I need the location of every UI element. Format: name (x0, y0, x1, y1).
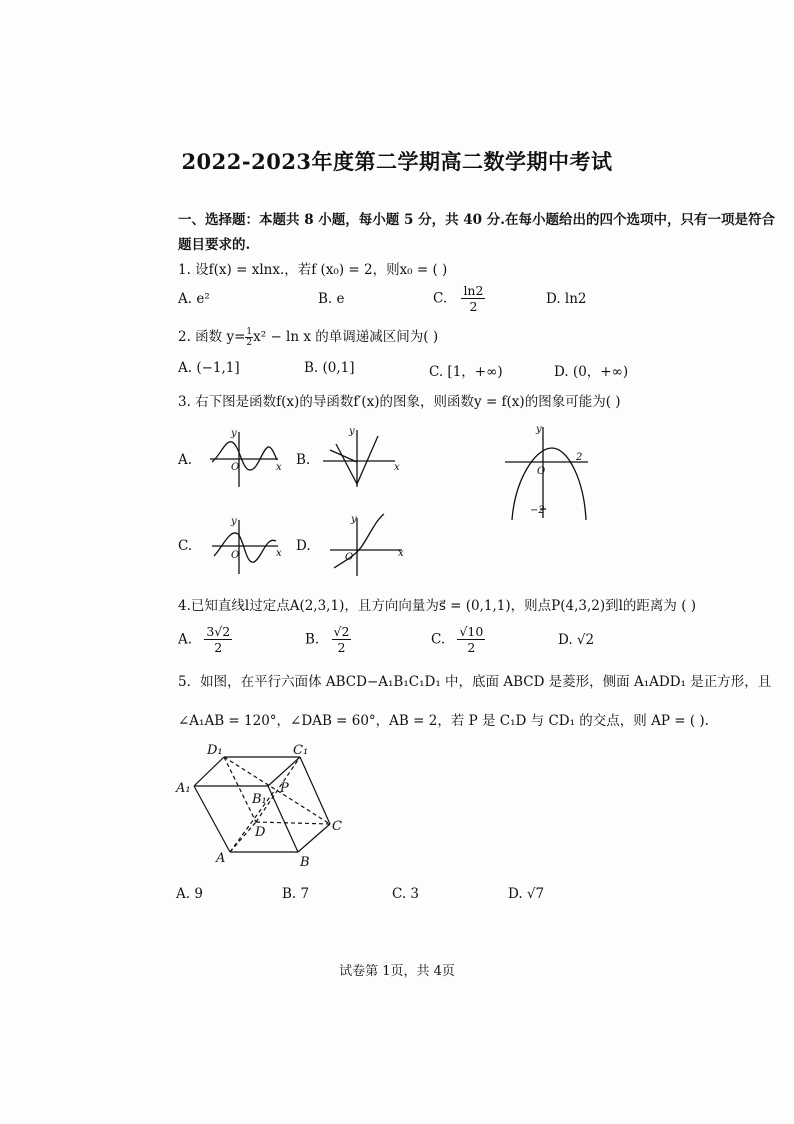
q5-stem-line2: ∠A₁AB = 120°，∠DAB = 60°，AB = 2，若 P 是 C₁D 与 CD₁ 的交点，则 AP = ( ). (178, 713, 709, 729)
q5-stem-line1: 5．如图，在平行六面体 ABCD−A₁B₁C₁D₁ 中，底面 ABCD 是菱形，侧面 A₁ADD₁ 是正方形，且 (178, 674, 772, 690)
q5-option-d: D. √7 (508, 886, 545, 902)
q3-stem: 3. 右下图是函数f(x)的导函数f′(x)的图象，则函数y = f(x)的图象可能为( ) (178, 394, 621, 410)
q3-d-curve (334, 514, 384, 568)
q3-b-x-label: x (394, 462, 400, 473)
q1-option-c-den: 2 (469, 299, 478, 314)
q3-ref-tick-2: 2 (576, 452, 583, 463)
q1-option-b: B. e (318, 291, 345, 307)
q5-option-b: B. 7 (282, 886, 310, 902)
q5-diag-dc1 (256, 757, 300, 822)
q1-option-c-label: C. (433, 290, 448, 307)
q5-label-a: A (216, 851, 226, 866)
q4-option-d: D. √2 (558, 632, 595, 648)
q4-option-a-label: A. (178, 631, 193, 648)
q3-a-curve (212, 442, 277, 470)
q4-option-a-den: 2 (214, 640, 223, 655)
q3-ref-origin: O (537, 466, 546, 477)
q3-derivative-area (480, 420, 600, 530)
q4-option-c-frac (457, 624, 485, 655)
q4-option-a (178, 624, 232, 655)
q1-option-d: D. ln2 (546, 291, 587, 307)
q3-ref-tick-neg2-label: −2 (530, 505, 545, 516)
q5-label-c: C (332, 819, 342, 834)
q3-a-y-label: y (231, 428, 237, 439)
q4-option-c-den: 2 (467, 640, 476, 655)
q2-frac-num: 1 (246, 327, 253, 337)
section-heading-line2: 题目要求的. (178, 237, 251, 253)
q2-stem-pre: 2. 函数 y= (178, 329, 246, 345)
q4-stem: 4.已知直线l过定点A(2,3,1)，且方向向量为s⃗ = (0,1,1)，则点P(4,3,2)到l的距离为 ( ) (178, 598, 697, 614)
q3-ref-y-label: y (536, 424, 542, 435)
q5-edge-d1d (224, 757, 256, 822)
q5-label-b: B (300, 855, 310, 870)
q2-stem-post: x² − ln x 的单调递减区间为( ) (253, 329, 439, 345)
q2-option-c: C. [1，+∞) (429, 364, 503, 380)
q4-option-c-label: C. (431, 631, 446, 648)
q3-option-d-label: D. (296, 538, 311, 554)
q3-b-curve-2 (330, 450, 357, 462)
q2-frac-den: 2 (246, 338, 253, 348)
q2-option-a: A. (−1,1] (178, 360, 240, 376)
q5-option-a: A. 9 (176, 886, 203, 902)
q5-label-d: D (255, 825, 266, 840)
q1-option-a: A. e² (178, 291, 210, 307)
q3-option-c-label: C. (178, 538, 193, 554)
q5-edge-bc (298, 824, 330, 852)
q1-option-c-num: ln2 (463, 283, 484, 298)
q3-graph-b (323, 430, 395, 487)
q3-d-y-label: y (351, 514, 357, 525)
q3-c-origin: O (231, 550, 240, 561)
q4-option-c (431, 624, 485, 655)
q4-option-b-frac (332, 624, 352, 655)
q4-option-b-den: 2 (337, 640, 346, 655)
q5-label-b1: B₁ (252, 792, 267, 807)
q5-edge-a1d1 (194, 757, 224, 786)
q5-label-d1: D₁ (207, 743, 223, 758)
q3-a-origin: O (231, 462, 240, 473)
q4-option-b-num: √2 (333, 624, 350, 639)
q3-d-origin: O (345, 552, 354, 563)
q3-c-x-label: x (276, 548, 282, 559)
q3-a-x-label: x (276, 462, 282, 473)
q5-edge-dc (256, 822, 330, 824)
q5-label-a1: A₁ (176, 781, 191, 796)
q4-option-b-label: B. (305, 631, 320, 648)
q3-c-y-label: y (231, 516, 237, 527)
exam-title: 2022-2023年度第二学期高二数学期中考试 (181, 149, 613, 174)
section-heading-line1: 一、选择题：本题共 8 小题，每小题 5 分，共 40 分.在每小题给出的四个选项中，只有一项是符合 (178, 212, 775, 228)
q3-option-a-label: A. (178, 452, 193, 468)
q5-label-c1: C₁ (293, 743, 309, 758)
q2-option-b: B. (0,1] (304, 360, 355, 376)
q4-option-a-num: 3√2 (206, 624, 231, 639)
q3-graph-a (210, 432, 278, 487)
page-footer: 试卷第 1页，共 4页 (339, 964, 455, 979)
q2-option-d: D. (0，+∞) (554, 364, 629, 380)
q4-option-a-frac (204, 624, 232, 655)
q3-graph-d (330, 514, 402, 576)
q3-c-curve (214, 533, 276, 562)
q5-label-p: P (280, 781, 289, 796)
q3-d-x-label: x (398, 548, 404, 559)
q3-graph-c (212, 520, 278, 574)
q3-option-b-label: B. (296, 452, 311, 468)
q4-option-c-num: √10 (459, 624, 484, 639)
q5-edge-a1a (194, 786, 230, 852)
q3-b-y-label: y (349, 426, 355, 437)
q5-edge-ad (230, 822, 256, 852)
q5-option-c: C. 3 (392, 886, 420, 902)
q1-stem: 1. 设f(x) = xlnx.，若f (x₀) = 2，则x₀ = ( ) (178, 262, 448, 278)
q4-option-b (305, 624, 351, 655)
